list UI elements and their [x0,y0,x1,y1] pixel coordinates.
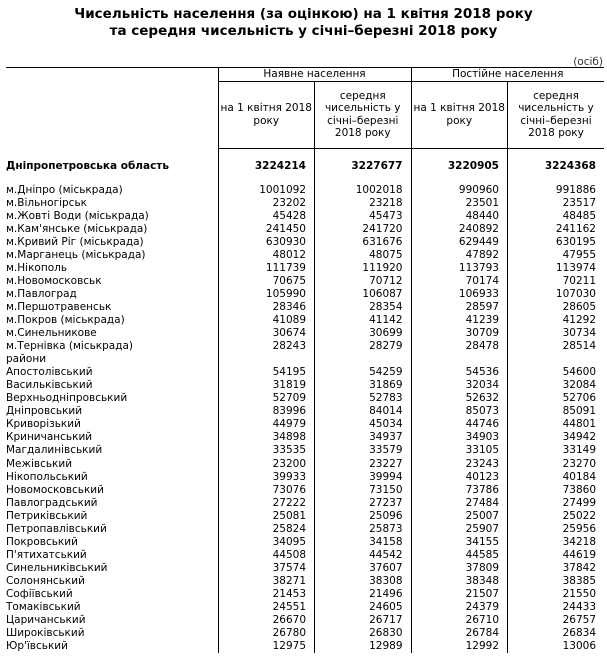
city-value: 70675 [218,275,315,288]
district-value: 54600 [508,366,605,379]
district-name: Широківський [6,627,85,640]
city-value: 23517 [508,197,605,210]
city-value: 630930 [218,236,315,249]
label-column-header [6,68,218,149]
district-value: 21550 [508,588,605,601]
district-value: 44746 [411,418,508,431]
district-value: 34898 [218,431,315,444]
district-value: 54536 [411,366,508,379]
city-value: 70174 [411,275,508,288]
city-row [6,327,604,340]
district-value: 24379 [411,601,508,614]
header-permanent-avg: середня чисельність у січні–березні 2018 року [508,81,605,148]
city-name: м.Вільногірськ [6,196,87,209]
district-name: Новомосковський [6,483,104,496]
district-name: Синельниківський [6,561,108,574]
region-value: 3224214 [218,160,315,173]
district-value: 24551 [218,601,315,614]
district-value: 37607 [315,562,412,575]
city-value: 48012 [218,249,315,262]
district-name: Нікопольський [6,470,88,483]
city-value: 113974 [508,262,605,275]
district-value: 37842 [508,562,605,575]
district-value: 39933 [218,471,315,484]
district-value: 37809 [411,562,508,575]
district-value: 44542 [315,549,412,562]
city-row [6,301,604,314]
district-value: 38348 [411,575,508,588]
district-value: 85073 [411,405,508,418]
region-row [6,160,604,173]
city-row [6,275,604,288]
header-present-apr1: на 1 квітня 2018 року [218,81,315,148]
population-table [6,67,604,653]
city-value: 41292 [508,314,605,327]
district-value: 73786 [411,484,508,497]
city-value: 28354 [315,301,412,314]
city-value: 23501 [411,197,508,210]
page-subtitle: та середня чисельність у січні–березні 2018 року [109,23,498,39]
city-value: 106087 [315,288,412,301]
city-value: 28279 [315,340,412,353]
city-value: 28478 [411,340,508,353]
city-value: 241720 [315,223,412,236]
city-value: 70712 [315,275,412,288]
city-name: м.Першотравенськ [6,300,112,313]
city-value: 28346 [218,301,315,314]
district-name: Петриківський [6,509,88,522]
city-value: 45473 [315,210,412,223]
city-value: 111920 [315,262,412,275]
district-value: 27484 [411,497,508,510]
district-value: 25022 [508,510,605,523]
district-row [6,640,604,653]
district-value: 23227 [315,457,412,470]
district-value: 26670 [218,614,315,627]
district-value: 33535 [218,444,315,457]
units-label: (осіб) [573,56,603,68]
header-present-population: Наявне населення [218,68,411,82]
city-row [6,236,604,249]
district-row [6,392,604,405]
district-value: 26717 [315,614,412,627]
city-value: 41089 [218,314,315,327]
city-value: 991886 [508,184,605,197]
district-value: 33149 [508,444,605,457]
district-name: Петропавлівський [6,522,107,535]
district-row [6,562,604,575]
city-value: 106933 [411,288,508,301]
city-value: 70211 [508,275,605,288]
district-value: 54259 [315,366,412,379]
city-value: 241450 [218,223,315,236]
district-row [6,457,604,470]
district-value: 12992 [411,640,508,653]
city-value: 30699 [315,327,412,340]
district-value: 85091 [508,405,605,418]
city-value: 23202 [218,197,315,210]
header-present-avg: середня чисельність у січні–березні 2018 року [315,81,412,148]
district-value: 23200 [218,457,315,470]
district-value: 26780 [218,627,315,640]
district-name: Покровський [6,535,78,548]
district-row [6,510,604,523]
district-value: 26834 [508,627,605,640]
city-value: 629449 [411,236,508,249]
page-title: Чисельність населення (за оцінкою) на 1 квітня 2018 року [74,6,533,22]
city-name: м.Павлоград [6,287,77,300]
city-value: 48075 [315,249,412,262]
district-row [6,588,604,601]
district-value: 44801 [508,418,605,431]
district-value: 52783 [315,392,412,405]
city-value: 105990 [218,288,315,301]
district-row [6,366,604,379]
city-name: м.Нікополь [6,261,68,274]
district-value: 44619 [508,549,605,562]
region-name: Дніпропетровська область [6,159,170,172]
city-value: 28605 [508,301,605,314]
city-value: 113793 [411,262,508,275]
district-value: 33105 [411,444,508,457]
city-name: м.Дніпро (міськрада) [6,183,123,196]
district-value: 27222 [218,497,315,510]
district-row [6,523,604,536]
city-value: 241162 [508,223,605,236]
district-row [6,444,604,457]
district-value: 40123 [411,471,508,484]
district-row [6,549,604,562]
district-row [6,536,604,549]
districts-heading: райони [6,353,47,366]
region-value: 3224368 [508,160,605,173]
city-value: 23218 [315,197,412,210]
city-value: 47955 [508,249,605,262]
district-value: 52706 [508,392,605,405]
district-value: 44979 [218,418,315,431]
city-row [6,314,604,327]
district-name: Юр'ївський [6,640,68,653]
district-value: 26710 [411,614,508,627]
city-value: 630195 [508,236,605,249]
city-name: м.Покров (міськрада) [6,313,125,326]
district-value: 26757 [508,614,605,627]
district-value: 34942 [508,431,605,444]
district-value: 32034 [411,379,508,392]
district-row [6,627,604,640]
district-value: 31869 [315,379,412,392]
district-row [6,614,604,627]
header-permanent-population: Постійне населення [411,68,604,82]
district-name: Солонянський [6,574,85,587]
region-value: 3220905 [411,160,508,173]
district-name: Дніпровський [6,405,83,418]
city-name: м.Марганець (міськрада) [6,248,146,261]
district-row [6,601,604,614]
district-value: 44585 [411,549,508,562]
district-value: 13006 [508,640,605,653]
district-value: 21507 [411,588,508,601]
district-value: 12989 [315,640,412,653]
district-name: Криничанський [6,431,93,444]
district-value: 84014 [315,405,412,418]
district-value: 73150 [315,484,412,497]
district-row [6,405,604,418]
district-value: 24433 [508,601,605,614]
city-value: 990960 [411,184,508,197]
district-value: 26784 [411,627,508,640]
city-name: м.Кривий Ріг (міськрада) [6,235,144,248]
city-value: 48485 [508,210,605,223]
city-row [6,249,604,262]
district-name: Павлоградський [6,496,98,509]
city-value: 240892 [411,223,508,236]
district-row [6,418,604,431]
district-value: 24605 [315,601,412,614]
district-value: 83996 [218,405,315,418]
district-name: Межівський [6,457,73,470]
district-value: 23243 [411,457,508,470]
district-row [6,471,604,484]
district-value: 45034 [315,418,412,431]
city-value: 47892 [411,249,508,262]
city-name: м.Новомосковськ [6,274,102,287]
district-value: 27237 [315,497,412,510]
city-value: 28514 [508,340,605,353]
district-value: 21453 [218,588,315,601]
city-name: м.Тернівка (міськрада) [6,340,134,353]
district-value: 44508 [218,549,315,562]
district-value: 37574 [218,562,315,575]
district-value: 26830 [315,627,412,640]
district-row [6,575,604,588]
districts-heading-row [6,353,604,366]
district-value: 27499 [508,497,605,510]
district-row [6,431,604,444]
district-value: 34155 [411,536,508,549]
city-value: 631676 [315,236,412,249]
city-value: 30734 [508,327,605,340]
district-row [6,484,604,497]
city-row [6,288,604,301]
city-value: 107030 [508,288,605,301]
city-value: 48440 [411,210,508,223]
district-name: Царичанський [6,614,86,627]
district-name: Софіївський [6,587,73,600]
region-value: 3227677 [315,160,412,173]
district-name: Магдалинівський [6,444,103,457]
district-value: 23270 [508,457,605,470]
district-value: 33579 [315,444,412,457]
city-value: 41142 [315,314,412,327]
district-value: 52709 [218,392,315,405]
district-value: 34937 [315,431,412,444]
district-value: 25081 [218,510,315,523]
district-value: 25873 [315,523,412,536]
district-value: 34158 [315,536,412,549]
city-row [6,262,604,275]
district-value: 38271 [218,575,315,588]
district-name: Васильківський [6,379,93,392]
city-name: м.Жовті Води (міськрада) [6,209,149,222]
district-value: 25824 [218,523,315,536]
header-permanent-apr1: на 1 квітня 2018 року [411,81,508,148]
district-value: 34903 [411,431,508,444]
district-value: 73076 [218,484,315,497]
district-value: 34095 [218,536,315,549]
district-value: 38308 [315,575,412,588]
district-value: 32084 [508,379,605,392]
city-row [6,197,604,210]
district-value: 12975 [218,640,315,653]
district-value: 34218 [508,536,605,549]
district-row [6,497,604,510]
district-name: П'ятихатський [6,548,87,561]
city-row [6,210,604,223]
district-value: 21496 [315,588,412,601]
city-value: 1002018 [315,184,412,197]
district-value: 25096 [315,510,412,523]
city-value: 28597 [411,301,508,314]
district-value: 31819 [218,379,315,392]
city-name: м.Кам'янське (міськрада) [6,222,148,235]
district-value: 25956 [508,523,605,536]
city-row [6,223,604,236]
city-value: 45428 [218,210,315,223]
city-value: 111739 [218,262,315,275]
district-value: 52632 [411,392,508,405]
city-name: м.Синельникове [6,327,97,340]
city-value: 30709 [411,327,508,340]
district-value: 54195 [218,366,315,379]
district-value: 40184 [508,471,605,484]
city-value: 30674 [218,327,315,340]
district-name: Криворізький [6,418,81,431]
district-row [6,379,604,392]
district-name: Томаківський [6,601,81,614]
city-row [6,184,604,197]
district-value: 38385 [508,575,605,588]
city-row [6,340,604,353]
district-name: Апостолівський [6,366,93,379]
city-value: 41239 [411,314,508,327]
district-value: 25907 [411,523,508,536]
district-value: 39994 [315,471,412,484]
district-value: 25007 [411,510,508,523]
city-value: 28243 [218,340,315,353]
city-value: 1001092 [218,184,315,197]
district-value: 73860 [508,484,605,497]
district-name: Верхньодніпровський [6,392,128,405]
